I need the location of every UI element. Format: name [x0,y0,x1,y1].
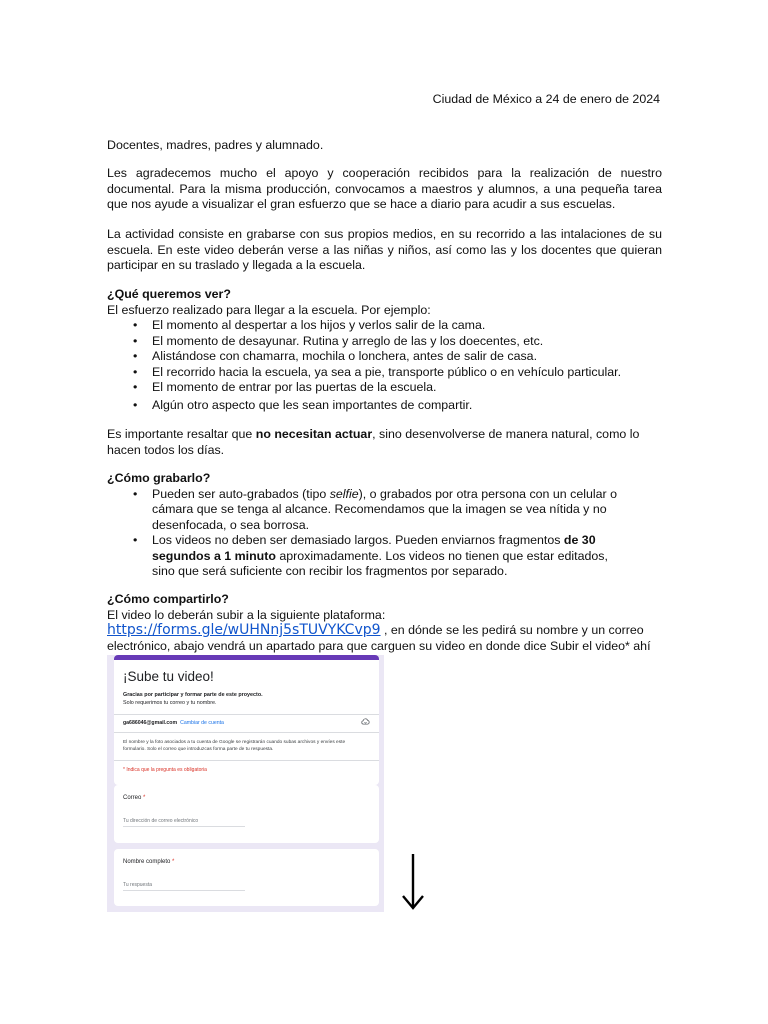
form-account-note: El nombre y la foto asociados a tu cuenta de Google se registrarán cuando subas archivos y envíes este formulario. Solo el correo que introduzcas forma parte de tu respuesta. [123,740,346,752]
form-screenshot [107,655,384,912]
heading-how: ¿Cómo grabarlo? [107,471,211,485]
what-list [107,318,662,413]
list-item: • El momento de desayunar. Rutina y arreglo de las y los doecentes, etc. [107,334,662,350]
cloud-icon [361,717,370,726]
email-field[interactable]: Tu dirección de correo electrónico [123,818,245,827]
important-before: Es importante resaltar que [107,427,256,441]
divider [114,760,379,761]
divider [114,732,379,733]
form-header-card [114,655,379,785]
how-list [107,487,627,580]
list-item [107,533,627,580]
form-description: Solo requerimos tu correo y tu nombre. [123,700,217,706]
list-item: • Alistándose con chamarra, mochila o lonchera, antes de salir de casa. [107,349,662,365]
required-star: * [143,795,146,801]
share-after: , en dónde se les pedirá su nombre y un correo electrónico, abajo vendrá un apartado para que carguen su video en donde dice Subir el video* ahí [107,623,651,653]
email-label [123,795,145,801]
section-how [107,471,662,580]
form-link[interactable]: https://forms.gle/wUHNnj5sTUVYKCvp9 [107,622,381,638]
question-email-card [114,785,379,843]
required-star: * [172,859,175,865]
how-b2-after: aproximadamente. Los videos no tienen que estar editados, sino que será suficiente con recibir los fragmentos por separado. [152,548,608,578]
list-item: • Algún otro aspecto que les sean importantes de compartir. [107,398,662,414]
name-label [123,859,174,865]
form-title: ¡Sube tu video! [123,669,214,684]
divider [114,714,379,715]
list-item: • El momento al despertar a los hijos y verlos salir de la cama. [107,318,662,334]
paragraph-activity: La actividad consiste en grabarse con sus propios medios, en su recorrido a las intalaciones de su escuela. En este video deberán verse a las niñas y niños, así como las y los docentes que quieran participar en su traslado y llegada a la escuela. [107,227,662,272]
salutation: Docentes, madres, padres y alumnado. [107,138,324,152]
down-arrow-icon [401,854,425,910]
how-b1-italic: selfie [329,486,359,501]
how-b2-bold: de 30 segundos a 1 minuto [152,533,596,563]
section-what [107,287,662,413]
how-b1-before: Pueden ser auto-grabados (tipo [152,486,330,501]
switch-account-link[interactable]: Cambiar de cuenta [180,720,224,726]
name-field[interactable]: Tu respuesta [123,882,245,891]
list-item: • El recorrido hacia la escuela, ya sea a pie, transporte público o en vehículo particular. [107,365,662,381]
question-name-card [114,849,379,906]
what-intro: El esfuerzo realizado para llegar a la escuela. Por ejemplo: [107,302,431,317]
heading-share: ¿Cómo compartirlo? [107,592,229,606]
required-note: * Indica que la pregunta es obligatoria [123,767,207,773]
paragraph-thanks: Les agradecemos mucho el apoyo y cooperación recibidos para la realización de nuestro documental. Para la misma producción, convocamos a maestros y alumnos, a una pequeña tarea que nos ayude a visualizar el gran esfuerzo que se hace a diario para acudir a sus escuelas. [107,166,662,211]
how-b2-before: Los videos no deben ser demasiado largos. Pueden enviarnos fragmentos [152,533,564,547]
important-bold: no necesitan actuar [255,427,373,441]
paragraph-important [107,427,662,458]
form-account [123,720,224,726]
name-label-text: Nombre completo [123,859,171,865]
list-item: • El momento de entrar por las puertas de la escuela. [107,380,662,396]
heading-what: ¿Qué queremos ver? [107,287,231,301]
important-after: , sino desenvolverse de manera natural, como lo hacen todos los días. [107,427,640,457]
list-item [107,487,627,534]
share-before: El video lo deberán subir a la siguiente plataforma: [107,607,386,622]
email-label-text: Correo [123,795,142,801]
account-email: ga686046@gmail.com [123,720,178,726]
form-description-bold: Gracias por participar y formar parte de este proyecto. [123,692,263,698]
letter-date: Ciudad de México a 24 de enero de 2024 [432,92,660,106]
how-b1-after: ), o grabados por otra persona con un celular o cámara que se tenga al alcance. Recomendamos que la imagen se vea nítida y no desenfocada, o sea borrosa. [152,486,617,532]
